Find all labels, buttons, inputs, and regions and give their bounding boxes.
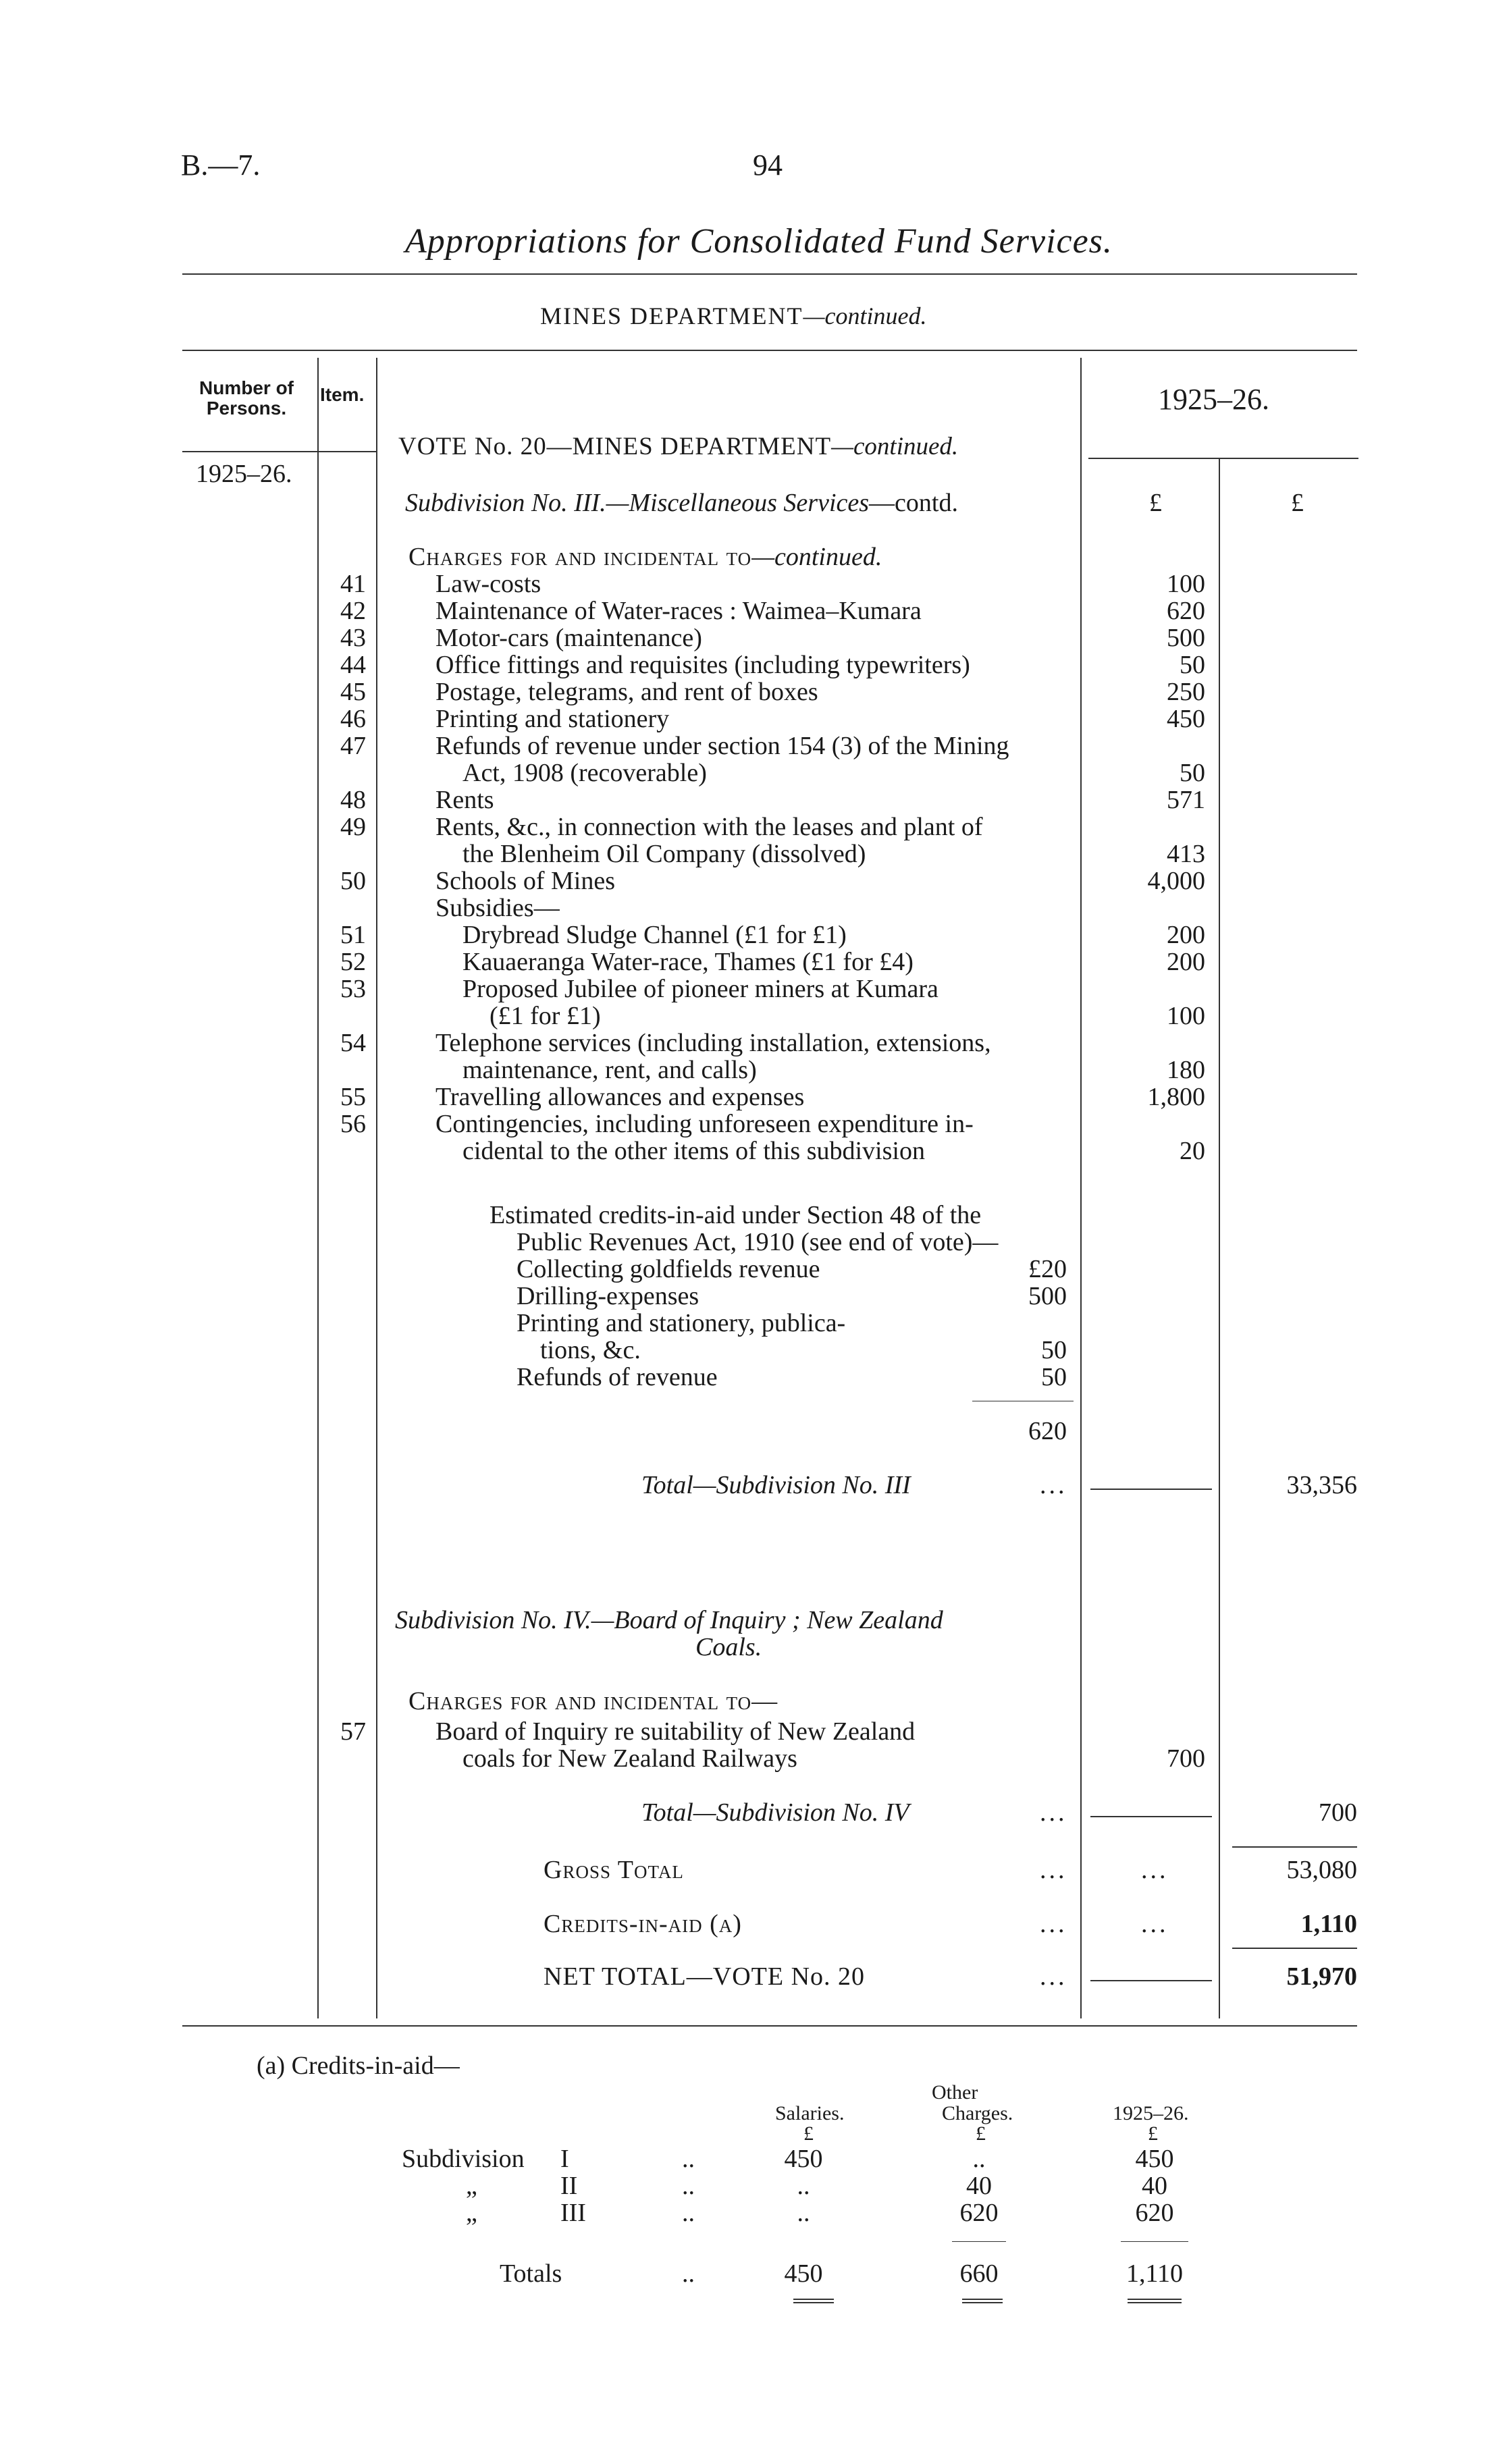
footnote-row-label: Subdivision — [402, 2145, 525, 2173]
credits-in-aid-label: Credits-in-aid (a) — [544, 1910, 742, 1938]
item-description: Kauaeranga Water-race, Thames (£1 for £4) — [462, 948, 914, 976]
subdivision4-title-cont: Coals. — [695, 1633, 762, 1661]
credit-label-cont: tions, &c. — [540, 1336, 641, 1364]
header-item: Item. — [320, 384, 365, 405]
item-description: Contingencies, including unforeseen expenditure in- — [435, 1110, 974, 1138]
item-description: Motor-cars (maintenance) — [435, 624, 702, 652]
item-value: 100 — [1167, 1002, 1205, 1030]
subdivision3-title: Subdivision No. III.—Miscellaneous Services—contd. — [405, 489, 958, 517]
item-description: Law-costs — [435, 570, 541, 598]
item-number: 56 — [340, 1110, 366, 1138]
item-description: Proposed Jubilee of pioneer miners at Kumara — [462, 975, 938, 1003]
item-number: 42 — [340, 597, 366, 625]
subdivision3-total-value: 33,356 — [1286, 1471, 1357, 1499]
item-value: 250 — [1167, 678, 1205, 706]
item-description: Maintenance of Water-races : Waimea–Kumara — [435, 597, 922, 625]
credit-label: Printing and stationery, publica- — [517, 1309, 846, 1337]
footnote-total-other: 660 — [959, 2259, 999, 2288]
item-value: 50 — [1180, 759, 1205, 787]
item-number: 41 — [340, 570, 366, 598]
credit-value: £20 — [1028, 1255, 1067, 1283]
header-year: 1925–26. — [1158, 383, 1269, 416]
net-total-label: NET TOTAL—VOTE No. 20 — [544, 1962, 866, 1991]
item-description: Printing and stationery — [435, 705, 670, 733]
item-number: 43 — [340, 624, 366, 652]
item-number: 52 — [340, 948, 366, 976]
subdivision3-charges-heading: Charges for and incidental to—continued. — [408, 543, 882, 571]
item-value: 100 — [1167, 570, 1205, 598]
item-value: 180 — [1167, 1056, 1205, 1084]
credits-total: 620 — [1028, 1417, 1067, 1445]
item-number: 47 — [340, 732, 366, 760]
item-description-cont: cidental to the other items of this subdivision — [462, 1137, 925, 1165]
item-description: Rents, &c., in connection with the leases and plant of — [435, 813, 983, 841]
item-description: Office fittings and requisites (including typewriters) — [435, 651, 970, 679]
footnote-total-salaries: 450 — [784, 2259, 823, 2288]
item-value: 500 — [1167, 624, 1205, 652]
item-value: 200 — [1167, 948, 1205, 976]
credits-in-aid-value: 1,110 — [1300, 1910, 1357, 1938]
item-number: 57 — [340, 1717, 366, 1746]
item-number: 44 — [340, 651, 366, 679]
credits-heading: Estimated credits-in-aid under Section 48 of the — [490, 1201, 982, 1229]
footnote-row-label: „ — [466, 2172, 477, 2200]
footnote-col-other-1: Other — [932, 2081, 978, 2104]
gross-total-value: 53,080 — [1286, 1856, 1357, 1884]
vote-title: VOTE No. 20—MINES DEPARTMENT—continued. — [398, 433, 959, 460]
footnote-row-label: „ — [466, 2199, 477, 2227]
pound-sign-values: £ — [1149, 489, 1162, 517]
item-description: Board of Inquiry re suitability of New Zealand — [435, 1717, 916, 1746]
item-description: Rents — [435, 786, 494, 814]
item-description-cont: the Blenheim Oil Company (dissolved) — [462, 840, 866, 868]
column-rule-totals — [1219, 459, 1220, 2018]
item-value: 450 — [1167, 705, 1205, 733]
page-ref: B.—7. — [181, 149, 261, 182]
item-group-heading: Subsidies— — [435, 894, 560, 922]
item-number: 54 — [340, 1029, 366, 1057]
credit-value: 500 — [1028, 1282, 1067, 1310]
item-description: Telephone services (including installation, extensions, — [435, 1029, 991, 1057]
item-number: 48 — [340, 786, 366, 814]
item-description: Refunds of revenue under section 154 (3) of the Mining — [435, 732, 1009, 760]
item-number: 55 — [340, 1083, 366, 1111]
column-rule-description — [376, 358, 377, 2018]
item-number: 45 — [340, 678, 366, 706]
pound-sign-totals: £ — [1291, 489, 1304, 517]
page-number: 94 — [753, 149, 783, 182]
footnote-total-year: 1,110 — [1126, 2259, 1184, 2288]
column-rule-values — [1080, 358, 1082, 2018]
subdivision4-total-value: 700 — [1319, 1798, 1357, 1827]
subdivision4-title: Subdivision No. IV.—Board of Inquiry ; New Zealand — [395, 1606, 943, 1634]
credit-label: Drilling-expenses — [517, 1282, 699, 1310]
credits-heading-cont: Public Revenues Act, 1910 (see end of vote)— — [517, 1228, 999, 1256]
item-description: Postage, telegrams, and rent of boxes — [435, 678, 818, 706]
item-value: 200 — [1167, 921, 1205, 949]
subdivision4-charges-heading: Charges for and incidental to— — [408, 1687, 778, 1715]
item-description-cont: maintenance, rent, and calls) — [462, 1056, 757, 1084]
item-value: 4,000 — [1147, 867, 1205, 895]
item-number: 49 — [340, 813, 366, 841]
page-title: Appropriations for Consolidated Fund Services. — [405, 222, 1113, 261]
credit-value: 50 — [1041, 1363, 1067, 1391]
gross-total-label: Gross Total — [544, 1856, 684, 1884]
item-value: 413 — [1167, 840, 1205, 868]
footnote-title: (a) Credits-in-aid— — [257, 2052, 460, 2080]
item-description-cont: (£1 for £1) — [490, 1002, 601, 1030]
item-description-cont: Act, 1908 (recoverable) — [462, 759, 707, 787]
item-number: 51 — [340, 921, 366, 949]
footnote-col-salaries: Salaries. — [775, 2102, 845, 2124]
subdivision3-total-label: Total—Subdivision No. III — [641, 1471, 911, 1499]
header-number-of-persons: Number of Persons. — [199, 377, 294, 419]
net-total-value: 51,970 — [1286, 1962, 1357, 1991]
item-value: 700 — [1167, 1744, 1205, 1773]
item-value: 20 — [1180, 1137, 1205, 1165]
item-description: Travelling allowances and expenses — [435, 1083, 805, 1111]
item-number: 50 — [340, 867, 366, 895]
footnote-col-other-2: Charges. — [942, 2102, 1013, 2124]
item-description: Drybread Sludge Channel (£1 for £1) — [462, 921, 847, 949]
item-description: Schools of Mines — [435, 867, 615, 895]
subdivision4-total-label: Total—Subdivision No. IV — [641, 1798, 909, 1827]
item-number: 46 — [340, 705, 366, 733]
item-value: 620 — [1167, 597, 1205, 625]
footnote-totals-label: Totals — [500, 2259, 562, 2288]
department-heading: MINES DEPARTMENT—continued. — [540, 302, 927, 329]
item-number: 53 — [340, 975, 366, 1003]
credit-value: 50 — [1041, 1336, 1067, 1364]
footnote-col-year: 1925–26. — [1113, 2102, 1189, 2124]
item-value: 1,800 — [1147, 1083, 1205, 1111]
credit-label: Refunds of revenue — [517, 1363, 718, 1391]
item-value: 571 — [1167, 786, 1205, 814]
item-value: 50 — [1180, 651, 1205, 679]
item-description-cont: coals for New Zealand Railways — [462, 1744, 797, 1773]
credit-label: Collecting goldfields revenue — [517, 1255, 820, 1283]
persons-year: 1925–26. — [196, 460, 292, 488]
